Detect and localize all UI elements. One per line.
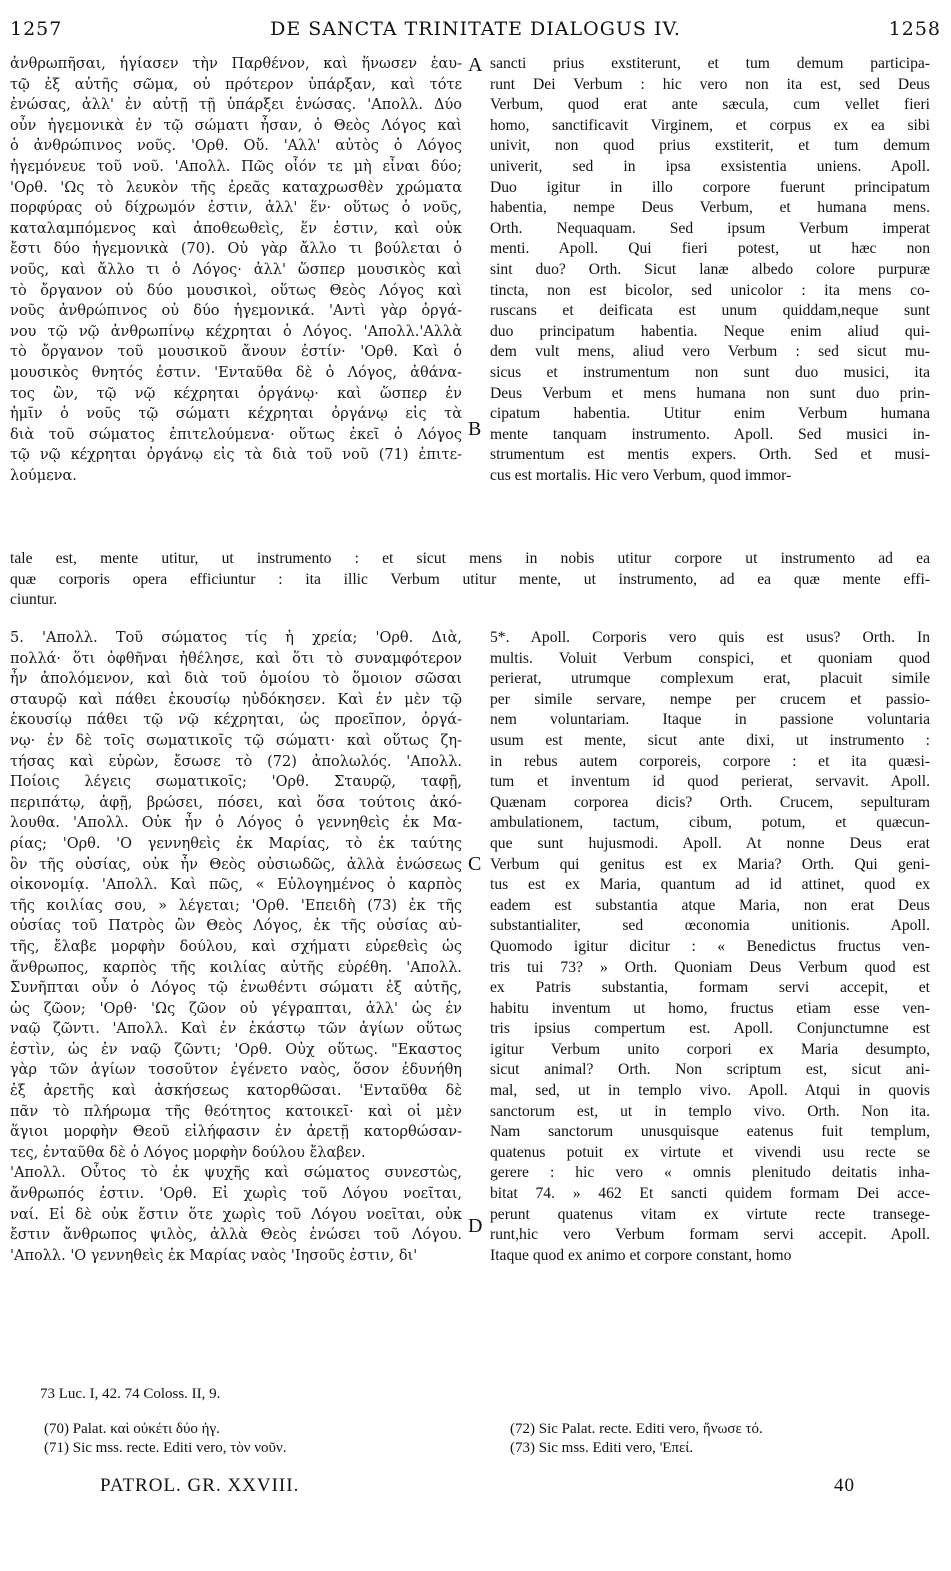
text-line: univerit, sed in ipsa exsistentia uniens. Apoll.	[490, 157, 930, 175]
footnote-73: (73) Sic mss. Editi vero, 'Επεί.	[510, 1440, 694, 1456]
text-line: λούμενα.	[10, 467, 77, 484]
text-line: Verbum, quod erat ante sæcula, cum vellet fieri	[490, 96, 930, 114]
text-line: runt,hic vero Verbum formam servi accepit. Apoll.	[490, 1226, 930, 1244]
text-line: οὖν ἡγεμονικὰ ἐν τῷ σώματι ἦσαν, ὁ Θεὸς Λόγος καὶ	[10, 117, 462, 134]
text-line: substantialiter, sed œconomia unitionis. Apoll.	[490, 917, 930, 935]
text-line: ἔστι δύο ἡγεμονικὰ (70). Οὐ γὰρ ἄλλο τι βούλεται ὁ	[10, 241, 462, 258]
text-line: τες, ἐνταῦθα δὲ ὁ Λόγος μορφὴν δούλου ἔλαβεν.	[10, 1144, 366, 1161]
latin-column-2	[490, 628, 930, 1266]
text-line: νοῦς, καὶ ἄλλο τι ὁ Λόγος· ἀλλ' ὥσπερ μουσικὸς καὶ	[10, 261, 462, 278]
footnote-71: (71) Sic mss. recte. Editi vero, τὸν νοῦν.	[44, 1440, 287, 1456]
text-line: tum et inventum id quod perierat, servavit. Apoll.	[490, 773, 930, 791]
text-line: περιπάτῳ, ἁφῇ, βρώσει, πόσει, καὶ ὅσα τούτοις ἀκό-	[10, 794, 462, 811]
running-title: DE SANCTA TRINITATE DIALOGUS IV.	[270, 18, 681, 40]
text-line: sancti prius exstiterunt, et tum demum participa-	[490, 55, 930, 72]
text-line: τῷ ἐξ αὐτῆς σῶμα, οὐ πρότερον ὑπάρξαν, καὶ τότε	[10, 76, 462, 93]
text-line: γὰρ τῶν ἁγίων τοσοῦτον ἐγένετο ναὸς, ὅσον ἐδυνήθη	[10, 1062, 462, 1079]
text-line: οὐσίας τοῦ Πατρὸς ὢν Θεὸς Λόγος, ἐκ τῆς οὐσίας αὐ-	[10, 918, 462, 935]
text-line: sanctorum est, ut in templo vivo. Orth. Non ita.	[490, 1102, 930, 1120]
text-line: Deus Verbum et mens humana non sunt duo prin-	[490, 384, 930, 402]
text-line: καταλαμπόμενος καὶ ἀποθεωθεὶς, ἕν ἐστιν, καὶ οὐκ	[10, 220, 462, 237]
text-line: mente tanquam instrumento. Apoll. Sed musici in-	[490, 425, 930, 443]
text-line: strumentum est mentis expers. Orth. Sed et musi-	[490, 446, 930, 464]
text-line: quatenus potuit ex virtute et vivendi usu recte se	[490, 1143, 930, 1161]
text-line: λουθα. 'Απολλ. Οὐκ ἦν ὁ Λόγος ὁ γεννηθεὶς ἐκ Μα-	[10, 815, 462, 832]
running-header	[10, 18, 941, 44]
text-line: 5*. Apoll. Corporis vero quis est usus? Orth. In	[490, 629, 930, 646]
text-line: ἡμῖν ὁ νοῦς τῷ σώματι κέχρηται ὀργάνῳ εἰς τὰ	[10, 406, 462, 423]
text-line: 'Ορθ. 'Ως τὸ λευκὸν τῆς ἐρεᾶς καταχρωσθὲν χρώματα	[10, 179, 462, 196]
text-line: 'Απολλ. Οὗτος τὸ ἐκ ψυχῆς καὶ σώματος συνεστὼς,	[10, 1165, 462, 1182]
text-line: mal, sed, ut in templo vivo. Apoll. Atqui in quovis	[490, 1082, 930, 1100]
footer-volume: PATROL. GR. XXVIII.	[100, 1475, 300, 1496]
text-line: Nam sanctorum unusquisque eatenus fuit templum,	[490, 1123, 930, 1141]
text-line: τῆς κοιλίας σου, » λέγεται; 'Ορθ. 'Επειδὴ (73) ἐκ τῆς	[10, 897, 462, 914]
text-line: ὡς ζῶον; 'Ορθ· 'Ως ζῶον οὐ γέγραπται, ἀλλ' ὡς ἐν	[10, 1000, 462, 1017]
text-line: τος ὢν, τῷ νῷ κέχρηται ὀργάνῳ· καὶ ὥσπερ ἐν	[10, 385, 462, 402]
footnote-72: (72) Sic Palat. recte. Editi vero, ἥνωσε τό.	[510, 1421, 763, 1437]
text-line: πολλά· ὅτι ὀφθῆναι ἠθέλησε, καὶ ὅτι τὸ συναμφότερον	[10, 650, 462, 667]
text-line: ναῷ ζῶντι. 'Απολλ. Καὶ ἐν ἑκάστῳ τῶν ἁγίων οὕτως	[10, 1021, 462, 1038]
text-line: perierat, utrumque complexum erat, placuit simile	[490, 670, 930, 688]
text-line: dem vult mens, aliud vero Verbum : sed sicut mu-	[490, 343, 930, 361]
text-line: ambulationem, tactum, cibum, potum, et quæcun-	[490, 814, 930, 832]
text-line: perunt quatenus vitam ex virtute recte transege-	[490, 1205, 930, 1223]
full-width-text	[10, 549, 930, 611]
greek-column-2	[10, 628, 462, 1266]
text-line: ἦν ἀπολόμενον, καὶ διὰ τοῦ ὁμοίου τὸ ὅμοιον σῶσαι	[10, 671, 462, 688]
text-line: menti. Apoll. Qui fieri potest, ut hæc non	[490, 240, 930, 258]
text-line: ἑκουσίῳ πάθει τῷ νῷ κέχρηται, ὡς προεῖπον, ὀργά-	[10, 712, 462, 729]
text-line: Ποίοις λέγεις σωματικοῖς; 'Ορθ. Σταυρῷ, ταφῇ,	[10, 774, 462, 791]
text-line: habentia, nempe Deus Verbum, et humana mens.	[490, 199, 930, 217]
text-line: διὰ τοῦ σώματος ἐπιτελούμενα· οὕτως ἐκεῖ ὁ Λόγος	[10, 426, 462, 443]
text-line: ἀνθρωπῆσαι, ἡγίασεν τὴν Παρθένον, καὶ ἥνωσεν ἑαυ-	[10, 56, 462, 72]
text-line: σταυρῷ καὶ πάθει ἑκουσίῳ ηὐδόκησεν. Καὶ ἐν μὲν τῷ	[10, 691, 462, 708]
text-line: tincta, non est bicolor, sed unicolor : ita mens co-	[490, 281, 930, 299]
text-line: eadem est substantia atque Maria, non erat Deus	[490, 896, 930, 914]
text-line: ἑνώσας, ἀλλ' ἐν αὐτῇ τῇ ὑπάρξει ἑνώσας. 'Απολλ. Δύο	[10, 97, 462, 114]
text-line: ὁ ἀνθρώπινος νοῦς. 'Ορθ. Οὔ. 'Αλλ' αὐτὸς ὁ Λόγος	[10, 138, 462, 155]
text-line: τὸ ὄργανον τοῦ μουσικοῦ ἄνουν ἐστίν· 'Ορθ. Καὶ ὁ	[10, 344, 462, 361]
text-line: 5. 'Απολλ. Τοῦ σώματος τίς ἡ χρεία; 'Ορθ. Διὰ,	[10, 630, 462, 646]
text-line: ruscans et deificata est unum quiddam,neque sunt	[490, 302, 930, 320]
text-line: νου τῷ νῷ ἀνθρωπίνῳ κέχρηται ὁ Λόγος. 'Απολλ.'Αλλὰ	[10, 323, 462, 340]
text-line: duo principatum habentia. Neque enim aliud qui-	[490, 322, 930, 340]
text-line: οἰκονομίᾳ. 'Απολλ. Καὶ πῶς, « Εὐλογημένος ὁ καρπὸς	[10, 877, 462, 894]
text-line: homo, sanctificavit Virginem, et corpus ex ea sibi	[490, 116, 930, 134]
text-line: ἄνθρωπός ἐστιν. 'Ορθ. Εἰ χωρὶς τοῦ Λόγου νοεῖται,	[10, 1186, 462, 1203]
text-line: nem voluntariam. Itaque in passione voluntaria	[490, 711, 930, 729]
left-page-number: 1257	[10, 18, 63, 40]
text-line: μουσικὸς θνητός ἐστιν. 'Ενταῦθα δὲ ὁ Λόγος, ἀθάνα-	[10, 364, 462, 381]
margin-marker-d: D	[468, 1215, 483, 1237]
text-line: sint duo? Orth. Sicut lanæ albedo colore purpuræ	[490, 260, 930, 278]
text-line: ἡγεμόνευε τοῦ νοῦ. 'Απολλ. Πῶς οἷόν τε μὴ εἶναι δύο;	[10, 158, 462, 175]
text-line: runt Dei Verbum : hic vero non ita est, sed Deus	[490, 75, 930, 93]
text-line: quæ corporis opera efficiuntur : ita illic Verbum utitur mente, ut instrumento, ad ea quæ mente effi-	[10, 570, 930, 588]
text-line: tris ipsius compertum est. Apoll. Conjunctumne est	[490, 1020, 930, 1038]
text-line: usum est mente, sicut ante dixi, ut instrumento :	[490, 731, 930, 749]
text-line: ἐξ ἀρετῆς καὶ ἀσκήσεως κατορθῶσαι. 'Ενταῦθα δὲ	[10, 1083, 462, 1100]
text-line: τὸ ὄργανον οὐ δύο μουσικοὶ, οὕτως Θεὸς Λόγος καὶ	[10, 282, 462, 299]
footnote-70: (70) Palat. καὶ οὐκέτι δύο ἡγ.	[44, 1421, 220, 1437]
text-line: ὂν τῆς οὐσίας, οὐκ ἦν Θεὸς οὐσιωδῶς, ἀλλὰ ἑνώσεως	[10, 856, 462, 873]
text-line: τήσας καὶ εὑρὼν, ἔσωσε τὸ (72) ἀπολωλός. 'Απολλ.	[10, 753, 462, 770]
text-line: igitur Verbum unito corpori ex Maria desumpto,	[490, 1040, 930, 1058]
text-line: gerere : hic vero « omnis plenitudo deitatis inha-	[490, 1164, 930, 1182]
text-line: ἄνθρωπος, καρπὸς τῆς κοιλίας αὐτῆς εὑρέθη. 'Απολλ.	[10, 959, 462, 976]
text-line: Συνῆπται οὖν ὁ Λόγος τῷ ἑνωθέντι σώματι ἐξ αὐτῆς,	[10, 980, 462, 997]
latin-column-1	[490, 54, 930, 486]
text-line: τῆς, ἔλαβε μορφὴν δούλου, καὶ σχήματι εὑρεθεὶς ὡς	[10, 938, 462, 955]
text-line: cus est mortalis. Hic vero Verbum, quod immor-	[490, 466, 792, 484]
margin-marker-b: B	[468, 418, 482, 440]
text-line: τῷ νῷ κέχρηται ὀργάνῳ εἰς τὰ διὰ τοῦ νοῦ (71) ἐπιτε-	[10, 447, 462, 464]
text-line: sicut animal? Orth. Non scriptum est, sicut ani-	[490, 1061, 930, 1079]
scripture-references: 73 Luc. I, 42. 74 Coloss. II, 9.	[40, 1386, 221, 1402]
greek-column-1	[10, 54, 462, 486]
text-line: ναί. Εἰ δὲ οὐκ ἔστιν ὅτε χωρὶς τοῦ Λόγου νοεῖται, οὐκ	[10, 1206, 462, 1223]
footer-signature: 40	[834, 1475, 855, 1496]
text-line: πορφύρας οὐ δίχρωμόν ἐστιν, ἀλλ' ἕν· οὕτως ὁ νοῦς,	[10, 200, 462, 217]
text-line: tale est, mente utitur, ut instrumento : et sicut mens in nobis utitur corpore ut instrumento ad ea	[10, 550, 930, 567]
margin-marker-a: A	[468, 54, 483, 76]
text-line: Duo igitur in illo corpore fuerunt principatum	[490, 178, 930, 196]
text-line: que sunt hujusmodi. Apoll. At nonne Deus erat	[490, 834, 930, 852]
text-line: tris tui 73? » Orth. Quoniam Deus Verbum quod est	[490, 958, 930, 976]
text-line: per simile servare, nempe per crucem et passio-	[490, 690, 930, 708]
text-line: univit, non quod prius exstiterit, et tum demum	[490, 137, 930, 155]
text-line: Orth. Nequaquam. Sed ipsum Verbum imperat	[490, 219, 930, 237]
text-line: ex Patris substantia, formam servi accepit, et	[490, 979, 930, 997]
text-line: ἐστὶν, ὡς ἐν ναῷ ζῶντι; 'Ορθ. Οὐχ οὕτως. "Εκαστος	[10, 1041, 462, 1058]
text-line: bitat 74. » 462 Et sancti quidem formam Dei acce-	[490, 1185, 930, 1203]
text-line: multis. Voluit Verbum conspici, et quoniam quod	[490, 649, 930, 667]
text-line: πᾶν τὸ πλήρωμα τῆς θεότητος κατοικεῖ· καὶ οἱ μὲν	[10, 1103, 462, 1120]
text-line: Itaque quod ex animo et corpore constant, homo	[490, 1246, 792, 1264]
text-line: cipatum habentia. Utitur enim Verbum humana	[490, 405, 930, 423]
right-page-number: 1258	[888, 18, 941, 40]
text-line: ciuntur.	[10, 591, 58, 609]
text-line: habitu inventum ut homo, fructus etiam esse ven-	[490, 999, 930, 1017]
text-line: ρίας; 'Ορθ. 'Ο γεννηθεὶς ἐκ Μαρίας, τὸ ἐκ ταύτης	[10, 835, 462, 852]
text-line: νοῦς ἀνθρώπινος οὐ δύο ἡγεμονικά. 'Αντὶ γὰρ ὀργά-	[10, 303, 462, 320]
text-line: νῳ· ἐν δὲ τοῖς σωματικοῖς τῷ σώματι· καὶ οὕτως ζη-	[10, 732, 462, 749]
margin-marker-c: C	[468, 853, 482, 875]
text-line: tus est ex Maria, quantum ad id attinet, quod ex	[490, 876, 930, 894]
text-line: ἅγιοι μορφὴν Θεοῦ εἰλήφασιν ἐν ἀρετῇ κατορθώσαν-	[10, 1124, 462, 1141]
text-line: Verbum qui genitus est ex Maria? Orth. Qui geni-	[490, 855, 930, 873]
text-line: in rebus autem corporeis, corpore : et ita quæsi-	[490, 752, 930, 770]
text-line: Quænam corporea dicis? Orth. Crucem, sepulturam	[490, 793, 930, 811]
text-line: ἔστιν ἄνθρωπος ψιλὸς, ἀλλὰ Θεὸς ἑνώσει τοῦ Λόγου.	[10, 1227, 462, 1244]
text-line: sicus et instrumentum non sunt duo musici, ita	[490, 363, 930, 381]
text-line: 'Απολλ. 'Ο γεννηθεὶς ἐκ Μαρίας ναὸς 'Ιησοῦς ἐστιν, δι'	[10, 1247, 418, 1264]
text-line: Quomodo igitur dicitur : « Benedictus fructus ven-	[490, 937, 930, 955]
